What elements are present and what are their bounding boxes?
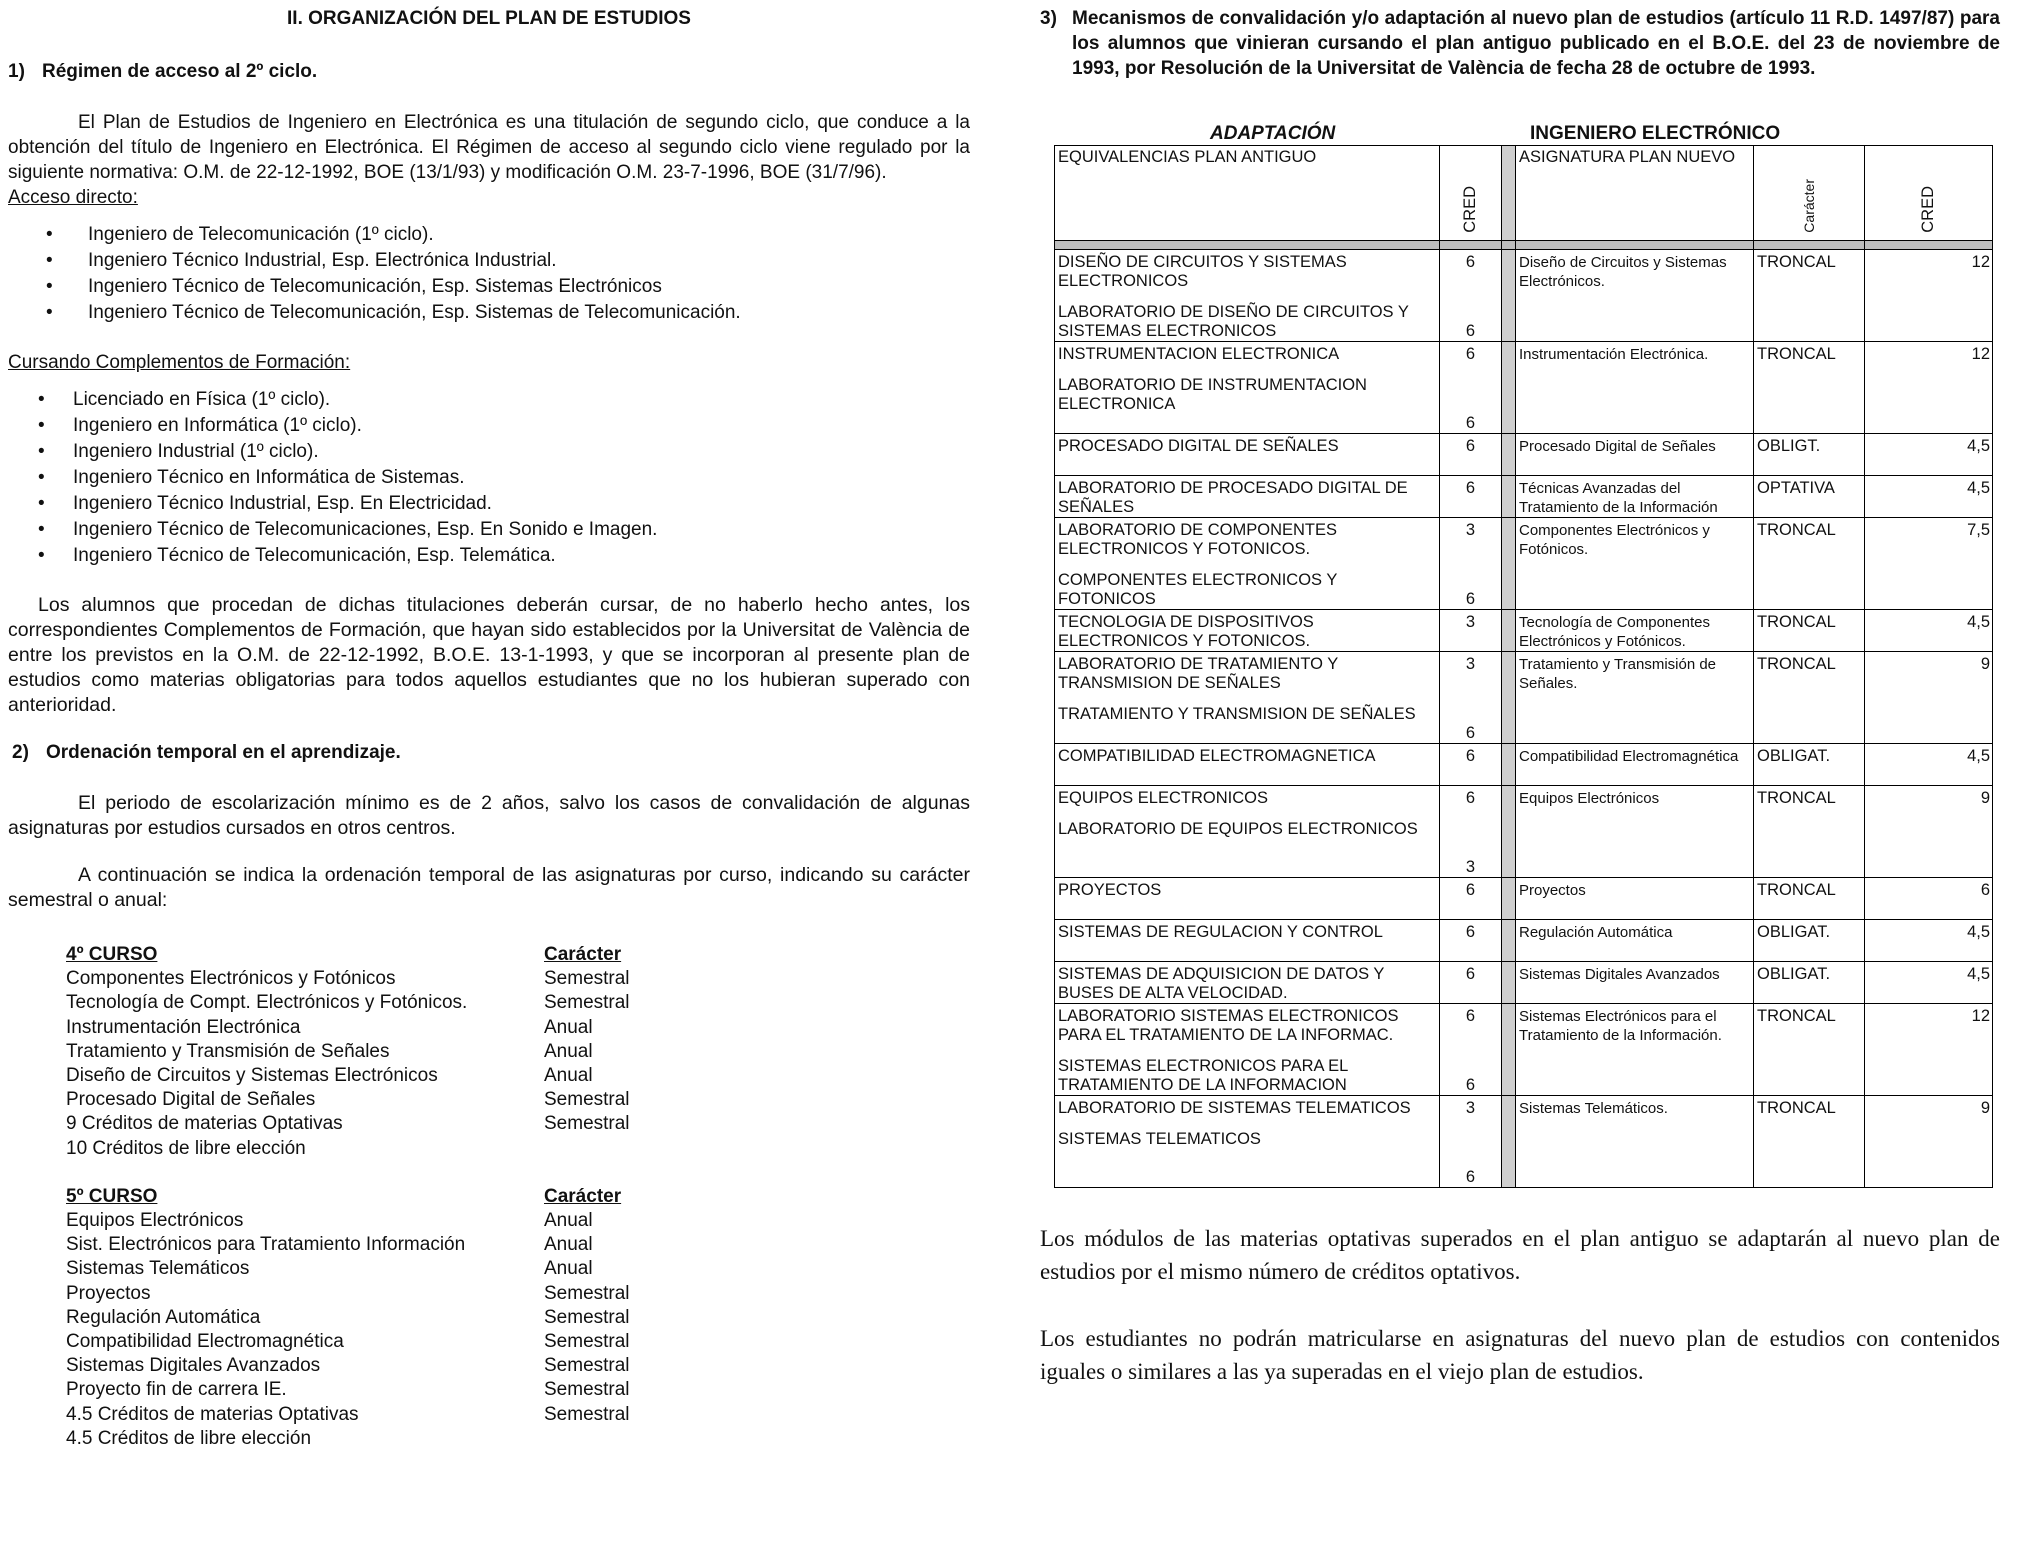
new-subject: Compatibilidad Electromagnética (1516, 744, 1754, 786)
caracter-cell: TRONCAL (1754, 342, 1865, 434)
column-separator (1502, 744, 1516, 786)
course-5-header (66, 1185, 686, 1209)
old-credits: 6 (1465, 590, 1476, 608)
old-cred-cell (1440, 744, 1502, 786)
list-item: • Ingeniero Técnico de Telecomunicación, Esp. Sistemas Electrónicos (8, 274, 970, 300)
old-credits: 3 (1465, 858, 1476, 876)
table-row: Diseño de Circuitos y Sistemas Electrónicos Anual (66, 1065, 593, 1087)
old-plan-cell (1055, 476, 1440, 518)
new-subject: Proyectos (1516, 878, 1754, 920)
list-item: • Ingeniero Técnico de Telecomunicación, Esp. Telemática. (8, 543, 970, 569)
new-cred-cell: 4,5 (1865, 434, 1993, 476)
column-separator (1502, 434, 1516, 476)
old-cred-cell (1440, 1096, 1502, 1188)
old-cred-cell (1440, 342, 1502, 434)
section-1-heading (8, 59, 970, 84)
old-credits: 6 (1465, 322, 1476, 340)
section-2-number: 2) (12, 742, 29, 763)
header-old-plan: EQUIVALENCIAS PLAN ANTIGUO (1055, 146, 1440, 241)
column-separator (1502, 250, 1516, 342)
header-cred-new: CRED (1919, 186, 1937, 233)
new-subject: Sistemas Digitales Avanzados (1516, 962, 1754, 1004)
caracter-cell: OBLIGT. (1754, 434, 1865, 476)
new-cred-cell: 4,5 (1865, 610, 1993, 652)
column-separator (1502, 518, 1516, 610)
old-credits: 6 (1465, 1168, 1476, 1186)
section-2-para-2: A continuación se indica la ordenación temporal de las asignaturas por curso, indicando su carácter semestral o anual: (8, 864, 970, 911)
section-3-heading (1040, 6, 2000, 81)
list-item: • Ingeniero Técnico Industrial, Esp. En Electricidad. (8, 491, 970, 517)
new-cred-cell: 4,5 (1865, 920, 1993, 962)
table-row: Compatibilidad Electromagnética Semestral (66, 1331, 630, 1353)
table-row: Sistemas Telemáticos Anual (66, 1258, 593, 1280)
closing-para-1: Los módulos de las materias optativas superados en el plan antiguo se adaptarán al nuevo plan de estudios por el mismo número de créditos optativos. (1040, 1226, 2000, 1284)
list-item: • Ingeniero en Informática (1º ciclo). (8, 413, 970, 439)
old-cred-cell (1440, 610, 1502, 652)
old-cred-cell (1440, 962, 1502, 1004)
section-2-title: Ordenación temporal en el aprendizaje. (46, 742, 401, 763)
new-cred-cell: 12 (1865, 1004, 1993, 1096)
column-separator (1502, 610, 1516, 652)
table-row (1055, 476, 1993, 518)
old-subject: LABORATORIO SISTEMAS ELECTRONICOS PARA EL TRATAMIENTO DE LA INFORMAC. (1058, 1007, 1399, 1044)
list-item: • Ingeniero Técnico de Telecomunicaciones, Esp. En Sonido e Imagen. (8, 517, 970, 543)
old-cred-cell (1440, 652, 1502, 744)
caracter-cell: OPTATIVA (1754, 476, 1865, 518)
old-subject: COMPONENTES ELECTRONICOS Y FOTONICOS (1058, 571, 1338, 608)
table-row (1055, 920, 1993, 962)
old-plan-cell (1055, 1004, 1440, 1096)
table-row: 4.5 Créditos de libre elección (66, 1427, 312, 1449)
table-title-adaptacion: ADAPTACIÓN (1210, 123, 1336, 144)
section-3-number: 3) (1040, 8, 1057, 29)
list-item: • Ingeniero Técnico Industrial, Esp. Electrónica Industrial. (8, 248, 970, 274)
column-separator (1502, 786, 1516, 878)
column-separator (1502, 878, 1516, 920)
new-subject: Equipos Electrónicos (1516, 786, 1754, 878)
adaptation-table-body (1055, 250, 1993, 1188)
old-subject: SISTEMAS ELECTRONICOS PARA EL TRATAMIENTO DE LA INFORMACION (1058, 1057, 1348, 1094)
table-row: Procesado Digital de Señales Semestral (66, 1089, 630, 1111)
old-subject: SISTEMAS DE ADQUISICION DE DATOS Y BUSES DE ALTA VELOCIDAD. (1058, 965, 1385, 1002)
table-row: Tratamiento y Transmisión de Señales Anual (66, 1040, 593, 1062)
column-separator (1502, 342, 1516, 434)
old-credits: 3 (1465, 521, 1476, 539)
old-credits: 6 (1465, 253, 1476, 271)
list-item: • Ingeniero Técnico en Informática de Sistemas. (8, 465, 970, 491)
old-plan-cell (1055, 610, 1440, 652)
caracter-cell: OBLIGAT. (1754, 920, 1865, 962)
shaded-divider-row (1055, 241, 1993, 250)
caracter-cell: TRONCAL (1754, 652, 1865, 744)
caracter-cell: TRONCAL (1754, 610, 1865, 652)
table-row: 4.5 Créditos de materias Optativas Semestral (66, 1403, 630, 1425)
table-title-degree: INGENIERO ELECTRÓNICO (1530, 123, 1781, 144)
caracter-cell: TRONCAL (1754, 786, 1865, 878)
old-subject: TECNOLOGIA DE DISPOSITIVOS ELECTRONICOS Y FOTONICOS. (1058, 613, 1314, 650)
table-row: Equipos Electrónicos Anual (66, 1210, 593, 1232)
old-cred-cell (1440, 878, 1502, 920)
old-credits: 6 (1465, 923, 1476, 941)
old-plan-cell (1055, 1096, 1440, 1188)
section-1-intro: El Plan de Estudios de Ingeniero en Electrónica es una titulación de segundo ciclo, que conduce a la obtención del título de Ingeniero en Electrónica. El Régimen de acceso al segundo ciclo viene regulado por la siguiente normativa: O.M. de 22-12-1992, BOE (13/1/93) y modificación O.M. 23-7-1996, BOE (31/7/96). (8, 112, 970, 183)
header-new-plan: ASIGNATURA PLAN NUEVO (1516, 146, 1754, 241)
new-subject: Instrumentación Electrónica. (1516, 342, 1754, 434)
old-subject: SISTEMAS DE REGULACION Y CONTROL (1058, 923, 1383, 941)
table-row: Regulación Automática Semestral (66, 1306, 630, 1328)
new-subject: Tecnología de Componentes Electrónicos y Fotónicos. (1516, 610, 1754, 652)
table-row (1055, 878, 1993, 920)
new-cred-cell: 4,5 (1865, 962, 1993, 1004)
table-row: Proyectos Semestral (66, 1282, 630, 1304)
old-credits: 6 (1465, 437, 1476, 455)
old-plan-cell (1055, 962, 1440, 1004)
old-credits: 6 (1465, 789, 1476, 807)
caracter-cell: OBLIGAT. (1754, 962, 1865, 1004)
caracter-cell: TRONCAL (1754, 1004, 1865, 1096)
new-cred-cell: 4,5 (1865, 744, 1993, 786)
direct-access-list (8, 222, 970, 326)
old-credits: 6 (1465, 881, 1476, 899)
table-row: Componentes Electrónicos y Fotónicos Semestral (66, 968, 630, 990)
adaptation-table (1054, 145, 1993, 1188)
header-cred-old: CRED (1461, 186, 1479, 233)
table-row (1055, 610, 1993, 652)
old-cred-cell (1440, 250, 1502, 342)
old-credits: 6 (1465, 345, 1476, 363)
header-caracter: Carácter (1800, 179, 1817, 233)
closing-para-2: Los estudiantes no podrán matricularse en asignaturas del nuevo plan de estudios con contenidos iguales o similares a las ya superadas en el viejo plan de estudios. (1040, 1326, 2000, 1384)
new-cred-cell: 7,5 (1865, 518, 1993, 610)
column-separator (1502, 920, 1516, 962)
old-subject: INSTRUMENTACION ELECTRONICA (1058, 345, 1340, 363)
old-cred-cell (1440, 920, 1502, 962)
old-credits: 6 (1465, 479, 1476, 497)
course-5-title: 5º CURSO (66, 1185, 158, 1207)
old-cred-cell (1440, 476, 1502, 518)
table-row: Sist. Electrónicos para Tratamiento Información Anual (66, 1234, 593, 1256)
table-row (1055, 1096, 1993, 1188)
old-subject: LABORATORIO DE COMPONENTES ELECTRONICOS Y FOTONICOS. (1058, 521, 1338, 558)
table-titles (1040, 123, 2000, 145)
old-credits: 6 (1465, 724, 1476, 742)
section-1-number: 1) (8, 61, 25, 82)
list-item: • Ingeniero de Telecomunicación (1º ciclo). (8, 222, 970, 248)
old-subject: PROYECTOS (1058, 881, 1162, 899)
table-header-row (1055, 146, 1993, 241)
table-row: 10 Créditos de libre elección (66, 1137, 306, 1159)
list-item: • Ingeniero Técnico de Telecomunicación, Esp. Sistemas de Telecomunicación. (8, 300, 970, 326)
old-plan-cell (1055, 518, 1440, 610)
table-row (1055, 434, 1993, 476)
old-credits: 3 (1465, 1099, 1476, 1117)
old-subject: COMPATIBILIDAD ELECTROMAGNETICA (1058, 747, 1376, 765)
old-credits: 6 (1465, 1007, 1476, 1025)
old-credits: 6 (1465, 747, 1476, 765)
new-subject: Componentes Electrónicos y Fotónicos. (1516, 518, 1754, 610)
old-subject: DISEÑO DE CIRCUITOS Y SISTEMAS ELECTRONICOS (1058, 253, 1347, 290)
new-cred-cell: 12 (1865, 342, 1993, 434)
new-subject: Técnicas Avanzadas del Tratamiento de la Información (1516, 476, 1754, 518)
new-cred-cell: 4,5 (1865, 476, 1993, 518)
new-subject: Sistemas Telemáticos. (1516, 1096, 1754, 1188)
section-2-heading (12, 740, 970, 765)
old-plan-cell (1055, 250, 1440, 342)
list-item: • Ingeniero Industrial (1º ciclo). (8, 439, 970, 465)
new-cred-cell: 6 (1865, 878, 1993, 920)
column-separator (1502, 146, 1516, 241)
old-subject: LABORATORIO DE DISEÑO DE CIRCUITOS Y SISTEMAS ELECTRONICOS (1058, 303, 1409, 340)
table-row: Instrumentación Electrónica Anual (66, 1016, 593, 1038)
old-credits: 6 (1465, 414, 1476, 432)
old-subject: SISTEMAS TELEMATICOS (1058, 1130, 1261, 1148)
caracter-cell: TRONCAL (1754, 518, 1865, 610)
course-4-col-label: Carácter (544, 944, 622, 965)
caracter-cell: OBLIGAT. (1754, 744, 1865, 786)
complements-label: Cursando Complementos de Formación: (8, 352, 351, 373)
table-row (1055, 342, 1993, 434)
old-cred-cell (1440, 518, 1502, 610)
course-5-table (66, 1185, 686, 1451)
old-credits: 6 (1465, 1076, 1476, 1094)
left-column (8, 6, 970, 1451)
old-plan-cell (1055, 434, 1440, 476)
new-subject: Tratamiento y Transmisión de Señales. (1516, 652, 1754, 744)
old-subject: LABORATORIO DE SISTEMAS TELEMATICOS (1058, 1099, 1411, 1117)
old-plan-cell (1055, 786, 1440, 878)
table-row: Proyecto fin de carrera IE. Semestral (66, 1379, 630, 1401)
table-row (1055, 250, 1993, 342)
course-4-header (66, 943, 686, 967)
column-separator (1502, 476, 1516, 518)
caracter-cell: TRONCAL (1754, 250, 1865, 342)
section-3-title: Mecanismos de convalidación y/o adaptación al nuevo plan de estudios (artículo 11 R.D. 1497/87) para los alumnos que vinieran cursando el plan antiguo publicado en el B.O.E. del 23 de noviembre de 1993, por Resolución de la Universitat de València de fecha 28 de octubre de 1993. (1072, 8, 2000, 79)
old-credits: 3 (1465, 655, 1476, 673)
old-subject: LABORATORIO DE PROCESADO DIGITAL DE SEÑALES (1058, 479, 1408, 516)
new-cred-cell: 9 (1865, 1096, 1993, 1188)
old-subject: LABORATORIO DE TRATAMIENTO Y TRANSMISION DE SEÑALES (1058, 655, 1338, 692)
table-row (1055, 786, 1993, 878)
column-separator (1502, 1096, 1516, 1188)
complements-list (8, 387, 970, 569)
new-subject: Regulación Automática (1516, 920, 1754, 962)
section-1-title: Régimen de acceso al 2º ciclo. (42, 61, 318, 82)
old-plan-cell (1055, 878, 1440, 920)
table-row (1055, 1004, 1993, 1096)
table-row (1055, 652, 1993, 744)
course-4-title: 4º CURSO (66, 944, 158, 965)
new-subject: Diseño de Circuitos y Sistemas Electrónicos. (1516, 250, 1754, 342)
list-item: • Licenciado en Física (1º ciclo). (8, 387, 970, 413)
old-subject: LABORATORIO DE EQUIPOS ELECTRONICOS (1058, 820, 1418, 838)
caracter-cell: TRONCAL (1754, 1096, 1865, 1188)
section-2-para-1: El periodo de escolarización mínimo es de 2 años, salvo los casos de convalidación de algunas asignaturas por estudios cursados en otros centros. (8, 792, 970, 839)
table-row (1055, 744, 1993, 786)
old-subject: LABORATORIO DE INSTRUMENTACION ELECTRONICA (1058, 376, 1367, 413)
table-row: 9 Créditos de materias Optativas Semestral (66, 1113, 630, 1135)
old-credits: 3 (1465, 613, 1476, 631)
table-row: Tecnología de Compt. Electrónicos y Fotónicos. Semestral (66, 992, 630, 1014)
column-separator (1502, 652, 1516, 744)
new-subject: Sistemas Electrónicos para el Tratamiento de la Información. (1516, 1004, 1754, 1096)
old-cred-cell (1440, 1004, 1502, 1096)
old-subject: TRATAMIENTO Y TRANSMISION DE SEÑALES (1058, 705, 1416, 723)
old-subject: PROCESADO DIGITAL DE SEÑALES (1058, 437, 1339, 455)
table-row: Sistemas Digitales Avanzados Semestral (66, 1355, 630, 1377)
old-plan-cell (1055, 652, 1440, 744)
new-subject: Procesado Digital de Señales (1516, 434, 1754, 476)
old-plan-cell (1055, 342, 1440, 434)
section-1-closing: Los alumnos que procedan de dichas titulaciones deberán cursar, de no haberlo hecho antes, los correspondientes Complementos de Formación, que hayan sido establecidos por la Universitat de València de entre los previstos en la O.M. de 22-12-1992, B.O.E. 13-1-1993, y que se incorporan al presente plan de estudios como materias obligatorias para todos aquellos estudiantes que no los hubieran superado con anterioridad. (8, 594, 970, 716)
new-cred-cell: 9 (1865, 652, 1993, 744)
caracter-cell: TRONCAL (1754, 878, 1865, 920)
course-5-col-label: Carácter (544, 1185, 622, 1207)
table-row (1055, 518, 1993, 610)
old-plan-cell (1055, 744, 1440, 786)
old-cred-cell (1440, 434, 1502, 476)
old-credits: 6 (1465, 965, 1476, 983)
old-plan-cell (1055, 920, 1440, 962)
old-cred-cell (1440, 786, 1502, 878)
direct-access-label: Acceso directo: (8, 187, 138, 208)
page-title: II. ORGANIZACIÓN DEL PLAN DE ESTUDIOS (287, 8, 691, 29)
new-cred-cell: 12 (1865, 250, 1993, 342)
table-row (1055, 962, 1993, 1004)
right-column (1040, 6, 2000, 1388)
old-subject: EQUIPOS ELECTRONICOS (1058, 789, 1268, 807)
column-separator (1502, 962, 1516, 1004)
column-separator (1502, 1004, 1516, 1096)
new-cred-cell: 9 (1865, 786, 1993, 878)
course-4-table (66, 943, 686, 1161)
